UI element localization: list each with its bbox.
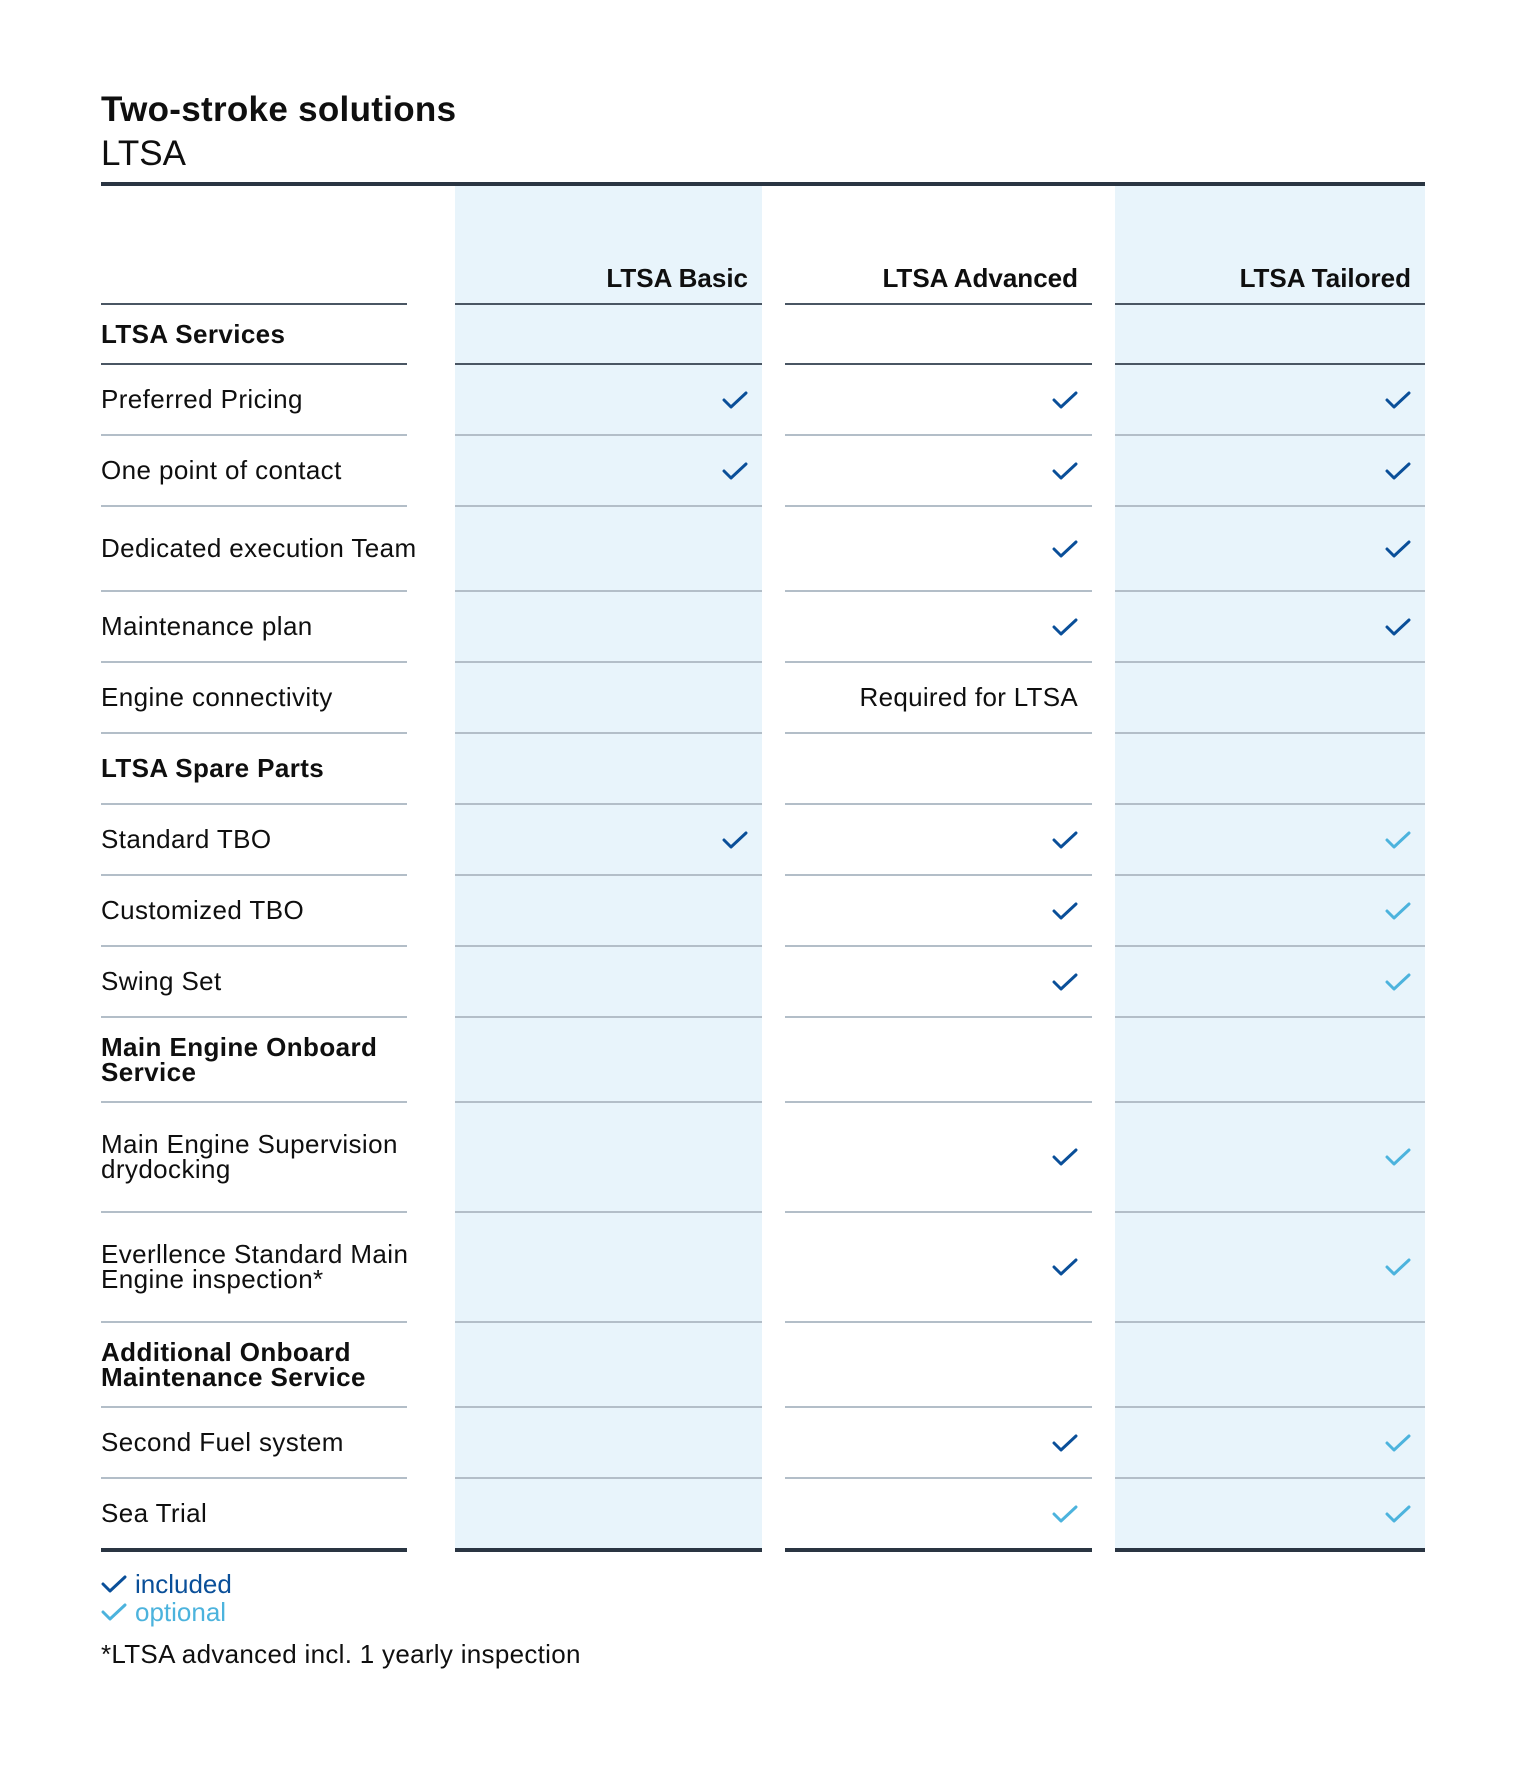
table-cell [785,805,1092,874]
row-label: Everllence Standard Main Engine inspection* [101,1239,409,1294]
row-label: Dedicated execution Team [101,533,417,563]
check-icon [1052,1257,1078,1277]
row-divider [785,1548,1092,1552]
check-icon [1385,1433,1411,1453]
row-label: Engine connectivity [101,682,333,712]
table-cell [785,365,1092,434]
table-cell [1115,305,1425,363]
row-label: Customized TBO [101,895,305,925]
row-label: One point of contact [101,455,342,485]
table-cell [1115,663,1425,732]
table-cell [785,1323,1092,1406]
table-cell [1115,1103,1425,1211]
table-cell [1115,876,1425,945]
check-icon [1385,617,1411,637]
check-icon [1385,1257,1411,1277]
check-icon [1052,617,1078,637]
table-cell [455,663,762,732]
row-label: Maintenance plan [101,611,313,641]
check-icon [1052,1147,1078,1167]
check-icon [722,461,748,481]
table-cell [455,876,762,945]
table-cell [785,1213,1092,1321]
table-cell [1115,1408,1425,1477]
table-cell [455,1213,762,1321]
check-icon [1052,1504,1078,1524]
legend-optional [101,1598,226,1626]
table-cell [785,947,1092,1016]
table-cell [1115,1479,1425,1548]
check-icon [1385,1504,1411,1524]
table-cell [455,305,762,363]
table-cell [785,1103,1092,1211]
row-label: Swing Set [101,966,222,996]
table-cell [1115,436,1425,505]
column-header: LTSA Basic [606,263,748,293]
table-cell [785,507,1092,590]
check-icon [1052,390,1078,410]
table-cell [455,1103,762,1211]
row-label: Main Engine Supervision drydocking [101,1129,398,1184]
check-icon [722,390,748,410]
table-cell [1115,592,1425,661]
table-cell [455,592,762,661]
section-heading: LTSA Spare Parts [101,753,325,783]
check-icon [1052,901,1078,921]
cell-text: Required for LTSA [859,682,1078,712]
table-cell [455,947,762,1016]
table-cell [785,876,1092,945]
table-cell [1115,365,1425,434]
table-cell [785,663,1092,732]
table-cell [1115,947,1425,1016]
row-label: Preferred Pricing [101,384,303,414]
check-icon [101,1602,127,1622]
check-icon [1052,539,1078,559]
row-label: Sea Trial [101,1498,208,1528]
check-icon [1385,830,1411,850]
check-icon [1385,390,1411,410]
legend-optional-label: optional [135,1597,227,1627]
page-title: Two-stroke solutions [101,90,457,129]
table-cell [455,1018,762,1101]
check-icon [1385,461,1411,481]
table-cell [785,436,1092,505]
legend-included [101,1570,232,1598]
table-cell [1115,805,1425,874]
table-cell [455,805,762,874]
table-cell [455,1323,762,1406]
check-icon [1385,901,1411,921]
check-icon [1052,830,1078,850]
check-icon [101,1574,127,1594]
table-cell [455,734,762,803]
table-cell [1115,1213,1425,1321]
section-heading: Main Engine Onboard Service [101,1031,378,1087]
table-cell [455,1479,762,1548]
legend-included-label: included [135,1569,232,1599]
row-divider [1115,1548,1425,1552]
row-divider [455,1548,762,1552]
check-icon [1052,461,1078,481]
row-label: Standard TBO [101,824,272,854]
table-cell [455,436,762,505]
footnote: *LTSA advanced incl. 1 yearly inspection [101,1639,581,1669]
table-cell [785,305,1092,363]
table-cell [1115,1018,1425,1101]
row-divider [101,1548,407,1552]
check-icon [1385,972,1411,992]
table-cell [785,1479,1092,1548]
check-icon [1385,1147,1411,1167]
table-cell [785,1408,1092,1477]
column-header: LTSA Tailored [1239,263,1411,293]
section-heading: LTSA Services [101,318,286,349]
section-heading: Additional Onboard Maintenance Service [101,1336,366,1392]
column-header: LTSA Advanced [882,263,1078,293]
check-icon [722,830,748,850]
row-label: Second Fuel system [101,1427,344,1457]
check-icon [1052,1433,1078,1453]
table-cell [455,507,762,590]
table-cell [455,365,762,434]
table-cell [785,592,1092,661]
table-cell [785,1018,1092,1101]
table-cell [785,734,1092,803]
table-cell [1115,734,1425,803]
check-icon [1385,539,1411,559]
check-icon [1052,972,1078,992]
table-cell [1115,507,1425,590]
table-cell [455,1408,762,1477]
page-subtitle: LTSA [101,134,186,173]
table-cell [1115,1323,1425,1406]
